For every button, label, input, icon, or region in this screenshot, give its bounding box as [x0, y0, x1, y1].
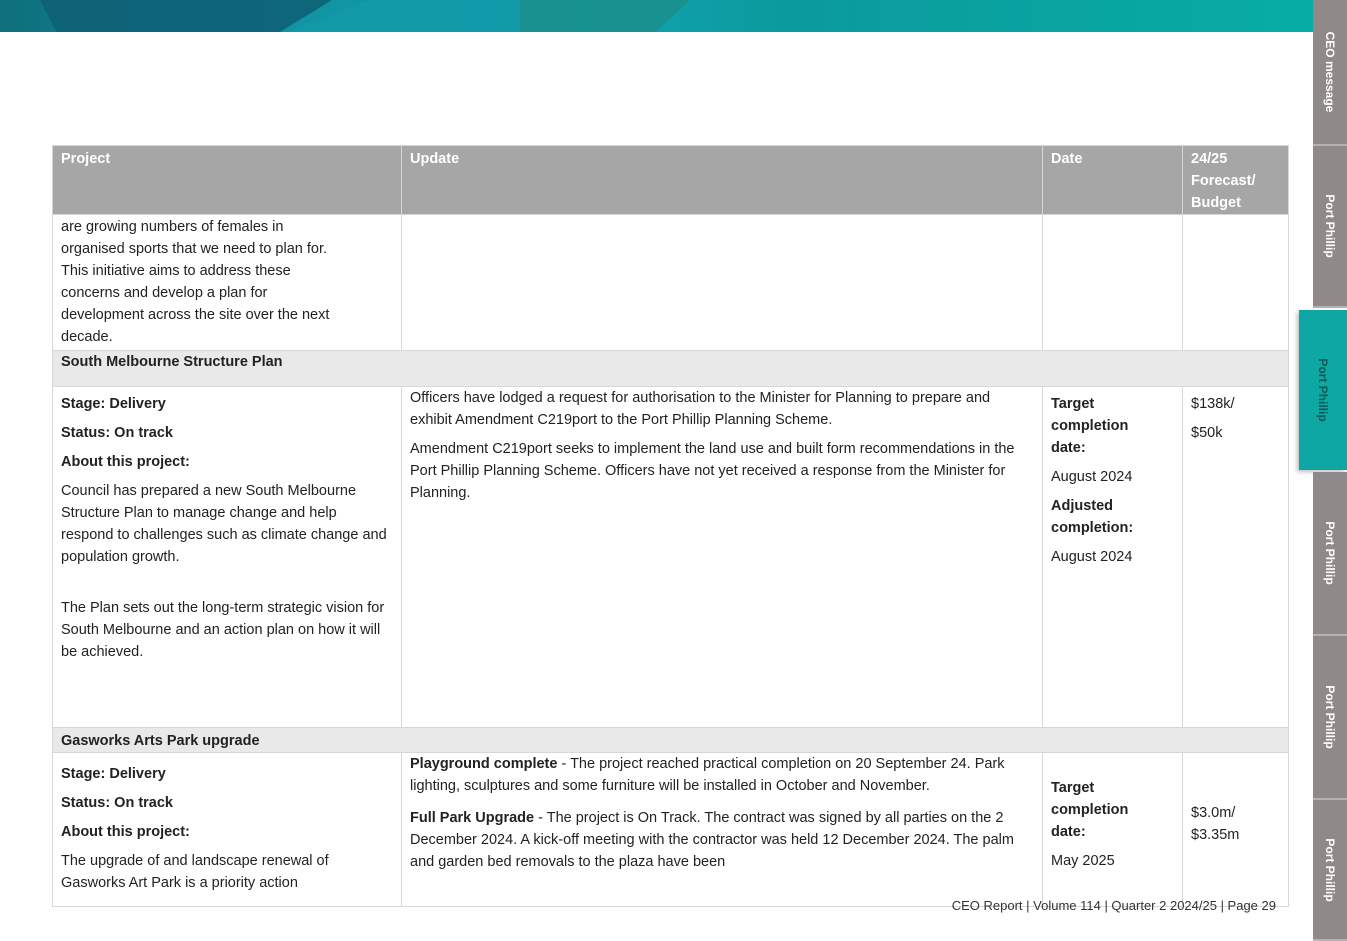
header-date: Date — [1043, 146, 1183, 215]
text-line: concerns and develop a plan for — [61, 285, 268, 301]
update-paragraph — [410, 807, 1034, 873]
budget-cell — [1183, 387, 1289, 728]
update-heading: Playground complete — [410, 756, 558, 772]
date-label: completion — [1051, 418, 1129, 434]
update-cell — [402, 753, 1043, 907]
date-label: Adjusted — [1051, 498, 1114, 514]
project-cell — [53, 387, 402, 728]
header-update: Update — [402, 146, 1043, 215]
forecast-value: $138k/ — [1191, 396, 1235, 412]
side-tab-navigation — [1313, 0, 1347, 941]
adjusted-date: August 2024 — [1051, 549, 1133, 565]
update-text: Officers have lodged a request for authorisation to the Minister for Planning to prepare and exhibit Amendment C219port to the Port Phillip Planning Scheme. — [410, 390, 991, 428]
text-line: development across the site over the next — [61, 307, 330, 323]
text-line: This initiative aims to address these — [61, 263, 291, 279]
forecast-value: $3.0m/ — [1191, 805, 1236, 821]
budget-cell — [1183, 753, 1289, 907]
section-header-row — [53, 728, 1289, 753]
table-row — [53, 387, 1289, 728]
continued-date-cell — [1043, 215, 1183, 351]
continued-project-cell — [53, 215, 402, 351]
section-title: South Melbourne Structure Plan — [53, 351, 1289, 387]
text-line: are growing numbers of females in — [61, 219, 284, 235]
project-cell — [53, 753, 402, 907]
page-footer: CEO Report | Volume 114 | Quarter 2 2024/25 | Page 29 — [951, 898, 1276, 913]
stage-label: Stage: Delivery — [61, 396, 166, 412]
banner-shape — [520, 0, 690, 32]
header-budget-line: Budget — [1191, 195, 1241, 211]
projects-table — [52, 145, 1289, 907]
header-budget-line: 24/25 — [1191, 151, 1228, 167]
side-tab-2[interactable] — [1313, 146, 1347, 308]
side-tab-label: Port Phillip — [1323, 685, 1337, 749]
text-line: decade. — [61, 329, 113, 345]
header-banner — [0, 0, 1313, 32]
side-tab-label: Port Phillip — [1316, 358, 1330, 422]
continued-budget-cell — [1183, 215, 1289, 351]
stage-label: Stage: Delivery — [61, 766, 166, 782]
about-text: The upgrade of and landscape renewal of Gasworks Art Park is a priority action — [61, 853, 329, 891]
update-cell — [402, 387, 1043, 728]
side-tab-label: Port Phillip — [1323, 837, 1337, 902]
update-text: Amendment C219port seeks to implement the land use and built form recommendations in the Port Phillip Planning Scheme. Officers have not yet received a response from the Minister for Planning. — [410, 441, 1015, 501]
target-date: May 2025 — [1051, 853, 1115, 869]
update-text: - The project is On Track. The contract was signed by all parties on the 2 December 2024. A kick-off meeting with the contractor was held 12 December 2024. The palm and garden bed removals to the plaza have been — [410, 810, 1014, 870]
side-tab-4[interactable] — [1313, 472, 1347, 636]
budget-value: $50k — [1191, 425, 1223, 441]
side-tab-5[interactable] — [1313, 636, 1347, 800]
update-text: - The project reached practical completion on 20 September 24. Park lighting, sculptures and some furniture will be installed in October and November. — [410, 756, 1005, 794]
date-label: Target — [1051, 396, 1095, 412]
table-row — [53, 753, 1289, 907]
header-budget — [1183, 146, 1289, 215]
target-date: August 2024 — [1051, 469, 1133, 485]
budget-value: $3.35m — [1191, 827, 1240, 843]
date-cell — [1043, 753, 1183, 907]
section-header-row — [53, 351, 1289, 387]
table-row-continued — [53, 215, 1289, 351]
update-paragraph — [410, 753, 1034, 797]
text-line: organised sports that we need to plan for. — [61, 241, 328, 257]
about-label: About this project: — [61, 824, 190, 840]
about-text: The Plan sets out the long-term strategic vision for South Melbourne and an action plan on how it will be achieved. — [61, 600, 385, 660]
section-title: Gasworks Arts Park upgrade — [53, 728, 1289, 753]
side-tab-6[interactable] — [1313, 800, 1347, 941]
status-label: Status: On track — [61, 795, 173, 811]
header-budget-line: Forecast/ — [1191, 173, 1256, 189]
side-tab-ceo-message[interactable] — [1313, 0, 1347, 146]
continued-update-cell — [402, 215, 1043, 351]
status-label: Status: On track — [61, 425, 173, 441]
date-label: Target — [1051, 780, 1095, 796]
date-label: completion — [1051, 802, 1129, 818]
date-label: date: — [1051, 440, 1086, 456]
table-header-row — [53, 146, 1289, 215]
about-text: Council has prepared a new South Melbourne Structure Plan to manage change and help respond to challenges such as climate change and population growth. — [61, 483, 387, 565]
about-label: About this project: — [61, 454, 190, 470]
header-project: Project — [53, 146, 402, 215]
update-heading: Full Park Upgrade — [410, 810, 535, 826]
side-tab-label: CEO message — [1323, 31, 1337, 113]
side-tab-label: Port Phillip — [1323, 194, 1337, 258]
side-tab-3-active[interactable] — [1299, 310, 1347, 470]
date-label: completion: — [1051, 520, 1134, 536]
date-cell — [1043, 387, 1183, 728]
date-label: date: — [1051, 824, 1086, 840]
side-tab-label: Port Phillip — [1323, 521, 1337, 585]
